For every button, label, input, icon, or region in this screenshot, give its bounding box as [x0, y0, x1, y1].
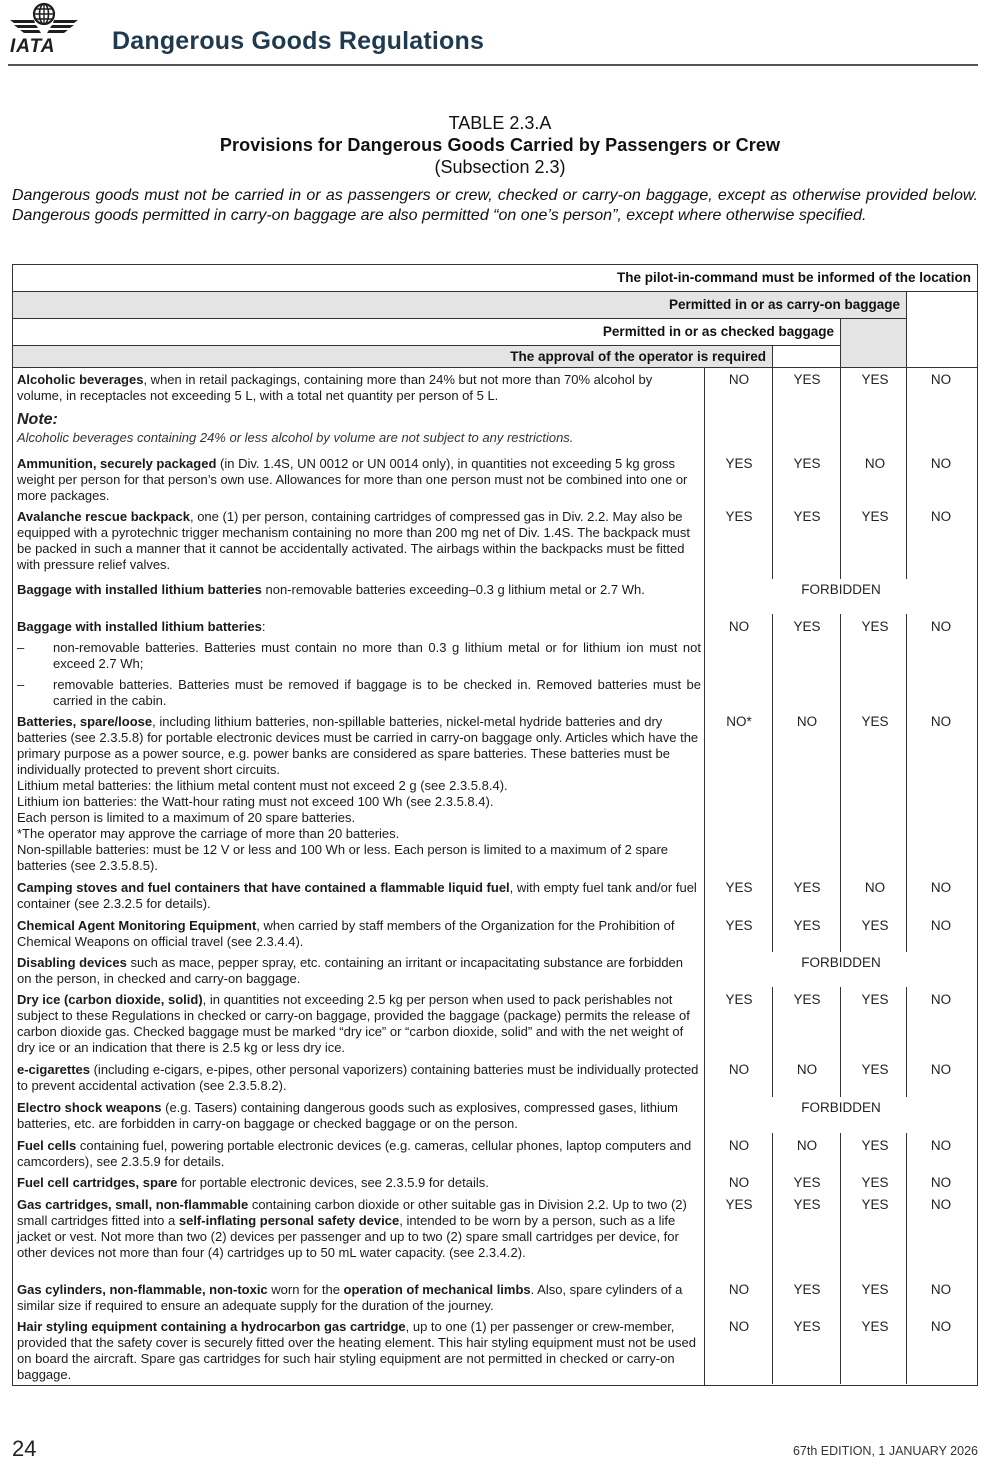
cell-approval: YES [725, 456, 753, 471]
cell-carry-on: YES [861, 1282, 889, 1297]
forbidden-label: FORBIDDEN [705, 955, 977, 971]
item-text [17, 955, 701, 987]
cell-carry-on: YES [861, 714, 889, 729]
forbidden-label: FORBIDDEN [705, 582, 977, 598]
item-name: Fuel cell cartridges, spare [17, 1175, 178, 1190]
cell-checked: YES [793, 1319, 821, 1334]
item-description [17, 1100, 701, 1132]
item-detail: containing fuel, powering portable electronic devices (e.g. cameras, cellular phones, laptop computers and camcorders), see 2.3.5.9 for details. [17, 1138, 692, 1169]
cell-carry-on: YES [861, 918, 889, 933]
list-item-text: non-removable batteries. Batteries must contain no more than 0.3 g lithium metal or for lithium ion must not exceed 2.7 Wh; [53, 640, 701, 671]
note-text: Alcoholic beverages containing 24% or less alcohol by volume are not subject to any restrictions. [17, 430, 574, 445]
item-detail: for portable electronic devices, see 2.3.5.9 for details. [177, 1175, 489, 1190]
cell-carry-on: YES [861, 509, 889, 524]
item-description [17, 992, 701, 1056]
column-divider-carry-on [906, 614, 907, 953]
item-detail: non-removable batteries exceeding–0.3 g lithium metal or 2.7 Wh. [261, 582, 645, 597]
item-detail: , up to one (1) per passenger or crew-member, provided that the safety cover is securely fitted over the heating element. This hair styling equipment must not be used on board the aircraft. Spare gas cartridges for such hair styling equipment are not permitted in checked or carry-on baggage. [17, 1319, 697, 1382]
item-emphasis: self-inflating personal safety device [178, 1213, 400, 1228]
item-detail: , when in retail packagings, containing more than 24% but not more than 70% alcohol by volume, in receptacles not exceeding 5 L, with a total net quantity per person of 5 L. [17, 372, 653, 403]
detail-line: Non-spillable batteries: must be 12 V or less and 100 Wh or less. Each person is limited to a maximum of 2 spare batteries (see 2.3.5.8.5). [17, 842, 669, 873]
item-description [17, 714, 701, 874]
item-name: Fuel cells [17, 1138, 77, 1153]
item-text [17, 880, 701, 912]
item-name: Dry ice (carbon dioxide, solid) [17, 992, 203, 1007]
item-description [17, 372, 701, 446]
item-detail: (in Div. 1.4S, UN 0012 or UN 0014 only), in quantities not exceeding 5 kg gross weight per person for that person’s own use. Allowances for more than one person must not be combined into one or more packages. [17, 456, 688, 503]
column-divider-carry-on [906, 1133, 907, 1384]
cell-approval: NO [728, 1319, 750, 1334]
column-divider-approval [772, 1133, 773, 1384]
detail-line: Lithium ion batteries: the Watt-hour rating must not exceed 100 Wh (see 2.3.5.8.4). [17, 794, 494, 809]
item-emphasis: operation of mechanical limbs [343, 1282, 531, 1297]
cell-pilot: NO [930, 509, 952, 524]
item-description [17, 1138, 701, 1170]
cell-approval: YES [725, 918, 753, 933]
item-text [17, 1138, 701, 1170]
table-title: Provisions for Dangerous Goods Carried by Passengers or Crew [219, 135, 781, 155]
iata-logo [8, 2, 80, 58]
cell-pilot: NO [930, 992, 952, 1007]
item-description [17, 1062, 701, 1094]
page-header [8, 0, 978, 66]
cell-checked: YES [793, 619, 821, 634]
column-divider-approval [772, 368, 773, 580]
cell-carry-on: YES [861, 992, 889, 1007]
table-title-block [0, 112, 1000, 178]
column-header-approval: The approval of the operator is required [13, 346, 773, 367]
item-detail: , including lithium batteries, non-spillable batteries, nickel-metal hydride batteries and dry batteries (see 2.3.5.8) for portable electronic devices must be carried in carry-on baggage only. Articles which have the primary purpose as a power source, e.g. power banks are considered as spare batteries. These batteries must be individually protected to prevent short circuits. [17, 714, 699, 777]
cell-pilot: NO [930, 1138, 952, 1153]
cell-carry-on: YES [861, 1175, 889, 1190]
header-fill-checked [773, 346, 841, 367]
item-text [17, 992, 701, 1056]
dangerous-goods-table [12, 264, 978, 1386]
table-number: TABLE 2.3.A [448, 113, 552, 133]
logo-text: IATA [10, 36, 56, 57]
cell-approval: NO [728, 1062, 750, 1077]
cell-checked: YES [793, 992, 821, 1007]
column-divider-checked [840, 1133, 841, 1384]
item-text [17, 1282, 701, 1314]
cell-pilot: NO [930, 880, 952, 895]
dash-bullet: – [17, 640, 25, 655]
item-description [17, 918, 701, 950]
cell-carry-on: YES [861, 1138, 889, 1153]
item-text [17, 1062, 701, 1094]
column-divider-carry-on [906, 368, 907, 580]
cell-checked: YES [793, 372, 821, 387]
item-description [17, 1175, 701, 1191]
intro-paragraph: Dangerous goods must not be carried in or as passengers or crew, checked or carry-on baggage, except as otherwise provided below. Dangerous goods permitted in carry-on baggage are also permitted “on one’s person”, except where otherwise specified. [12, 187, 978, 224]
cell-carry-on: YES [861, 372, 889, 387]
item-detail: , with empty fuel tank and/or fuel container (see 2.3.2.5 for details). [17, 880, 697, 911]
document-title: Dangerous Goods Regulations [112, 27, 485, 55]
cell-checked: YES [793, 918, 821, 933]
cell-checked: NO [796, 1138, 818, 1153]
detail-line: Lithium metal batteries: the lithium metal content must not exceed 2 g (see 2.3.5.8.4). [17, 778, 508, 793]
item-detail: , when carried by staff members of the Organization for the Prohibition of Chemical Weapons on official travel (see 2.3.4.4). [17, 918, 675, 949]
cell-checked: YES [793, 1175, 821, 1190]
cell-checked: YES [793, 1197, 821, 1212]
column-divider-approval [772, 614, 773, 953]
column-divider-checked [840, 368, 841, 580]
cell-checked: YES [793, 509, 821, 524]
cell-checked: YES [793, 456, 821, 471]
column-header-checked: Permitted in or as checked baggage [13, 319, 841, 346]
item-name: Camping stoves and fuel containers that have contained a flammable liquid fuel [17, 880, 510, 895]
item-text [17, 1100, 701, 1132]
cell-pilot: NO [930, 456, 952, 471]
column-header-pilot: The pilot-in-command must be informed of the location [13, 265, 977, 292]
header-divider [13, 367, 977, 368]
item-name: Batteries, spare/loose [17, 714, 153, 729]
item-description [17, 509, 701, 573]
item-description [17, 582, 701, 598]
header-fill-carry-on [841, 319, 907, 367]
header-fill-pilot [907, 292, 977, 367]
list-item [17, 640, 701, 672]
note-title: Note: [17, 411, 58, 428]
cell-approval: NO [728, 372, 750, 387]
cell-pilot: NO [930, 1282, 952, 1297]
item-detail: containing carbon dioxide or other suitable gas in Division 2.2. Up to two (2) small cartridges fitted into a [17, 1197, 687, 1228]
item-name: Electro shock weapons [17, 1100, 162, 1115]
cell-checked: YES [793, 880, 821, 895]
list-item-text: removable batteries. Batteries must be removed if baggage is to be checked in. Removed batteries must be carried in the cabin. [53, 677, 701, 708]
column-divider-checked [840, 614, 841, 953]
cell-carry-on: NO [864, 456, 886, 471]
item-description [17, 456, 701, 504]
item-text [17, 509, 701, 573]
cell-carry-on: YES [861, 1319, 889, 1334]
cell-approval: NO [728, 1175, 750, 1190]
cell-pilot: NO [930, 1062, 952, 1077]
item-text [17, 372, 701, 404]
item-name: Ammunition, securely packaged [17, 456, 217, 471]
item-description [17, 1197, 701, 1261]
item-detail: (e.g. Tasers) containing dangerous goods such as explosives, compressed gases, lithium batteries, etc. are forbidden in carry-on baggage or checked baggage or on the person. [17, 1100, 678, 1131]
cell-checked: NO [796, 714, 818, 729]
cell-pilot: NO [930, 1175, 952, 1190]
item-detail: worn for the [267, 1282, 344, 1297]
cell-carry-on: YES [861, 1197, 889, 1212]
item-description [17, 1282, 701, 1314]
item-text [17, 714, 701, 778]
item-text [17, 1175, 701, 1191]
item-name: Baggage with installed lithium batteries [17, 619, 262, 634]
item-name: Gas cartridges, small, non-flammable [17, 1197, 249, 1212]
cell-pilot: NO [930, 619, 952, 634]
detail-line: Each person is limited to a maximum of 20 spare batteries. [17, 810, 356, 825]
item-detail: such as mace, pepper spray, etc. containing an irritant or incapacitating substance are forbidden on the person, in checked and carry-on baggage. [17, 955, 684, 986]
cell-pilot: NO [930, 372, 952, 387]
item-detail: , one (1) per person, containing cartridges of compressed gas in Div. 2.2. May also be equipped with a pyrotechnic trigger mechanism containing no more than 200 mg net of Div. 1.4S. The backpack must be packed in such a manner that it cannot be accidentally activated. The airbags within the backpacks must be fitted with pressure relief valves. [17, 509, 690, 572]
cell-approval: NO [728, 619, 750, 634]
item-detail: , in quantities not exceeding 2.5 kg per person when used to pack perishables not subject to these Regulations in checked or carry-on baggage, provided the baggage (package) permits the release of carbon dioxide gas. Checked baggage must be marked “dry ice” or “carbon dioxide, solid” and with the net weight of dry ice or an indication that there is 2.5 kg or less dry ice. [17, 992, 690, 1055]
item-text [17, 619, 701, 635]
cell-approval: YES [725, 1197, 753, 1212]
item-name: Avalanche rescue backpack [17, 509, 190, 524]
cell-approval: YES [725, 992, 753, 1007]
item-text [17, 456, 701, 504]
list-item [17, 677, 701, 709]
item-name: Gas cylinders, non-flammable, non-toxic [17, 1282, 268, 1297]
item-text [17, 1197, 701, 1261]
item-text [17, 582, 701, 598]
item-name: e-cigarettes [17, 1062, 90, 1077]
forbidden-label: FORBIDDEN [705, 1100, 977, 1116]
item-detail-continued: , intended to be worn by a person, such as a life jacket or vest. Not more than two (2) devices per passenger and up to two (2) spare small cartridges per device, for other devices not more than four (4) cartridges up to 50 mL water capacity. (see 2.3.4.2). [17, 1213, 679, 1260]
cell-carry-on: NO [864, 880, 886, 895]
column-header-carry-on: Permitted in or as carry-on baggage [13, 292, 907, 319]
item-detail-continued: . Also, spare cylinders of a similar size if required to ensure an adequate supply for the duration of the journey. [17, 1282, 683, 1313]
table-subsection: (Subsection 2.3) [434, 157, 566, 177]
detail-line: *The operator may approve the carriage of more than 20 batteries. [17, 826, 400, 841]
cell-approval: YES [725, 880, 753, 895]
cell-pilot: NO [930, 918, 952, 933]
cell-checked: NO [796, 1062, 818, 1077]
cell-carry-on: YES [861, 1062, 889, 1077]
cell-pilot: NO [930, 1197, 952, 1212]
item-detail: (including e-cigars, e-pipes, other personal vaporizers) containing batteries must be individually protected to prevent accidental activation (see 2.3.5.8.2). [17, 1062, 699, 1093]
cell-pilot: NO [930, 1319, 952, 1334]
item-name: Baggage with installed lithium batteries [17, 582, 262, 597]
cell-approval: YES [725, 509, 753, 524]
item-text [17, 918, 701, 950]
item-detail: : [261, 619, 266, 634]
item-description [17, 955, 701, 987]
cell-pilot: NO [930, 714, 952, 729]
iata-globe-wings-icon [8, 2, 80, 38]
item-name: Chemical Agent Monitoring Equipment [17, 918, 257, 933]
cell-approval: NO [728, 1282, 750, 1297]
dash-bullet: – [17, 677, 25, 692]
item-name: Alcoholic beverages [17, 372, 144, 387]
cell-approval: NO* [726, 714, 752, 729]
edition-label: 67th EDITION, 1 JANUARY 2026 [792, 1444, 978, 1458]
item-description [17, 619, 701, 709]
item-name: Hair styling equipment containing a hydrocarbon gas cartridge [17, 1319, 406, 1334]
cell-approval: NO [728, 1138, 750, 1153]
item-description [17, 880, 701, 912]
page-number: 24 [12, 1436, 37, 1461]
item-description [17, 1319, 701, 1383]
item-text [17, 1319, 701, 1383]
item-name: Disabling devices [17, 955, 127, 970]
cell-checked: YES [793, 1282, 821, 1297]
cell-carry-on: YES [861, 619, 889, 634]
